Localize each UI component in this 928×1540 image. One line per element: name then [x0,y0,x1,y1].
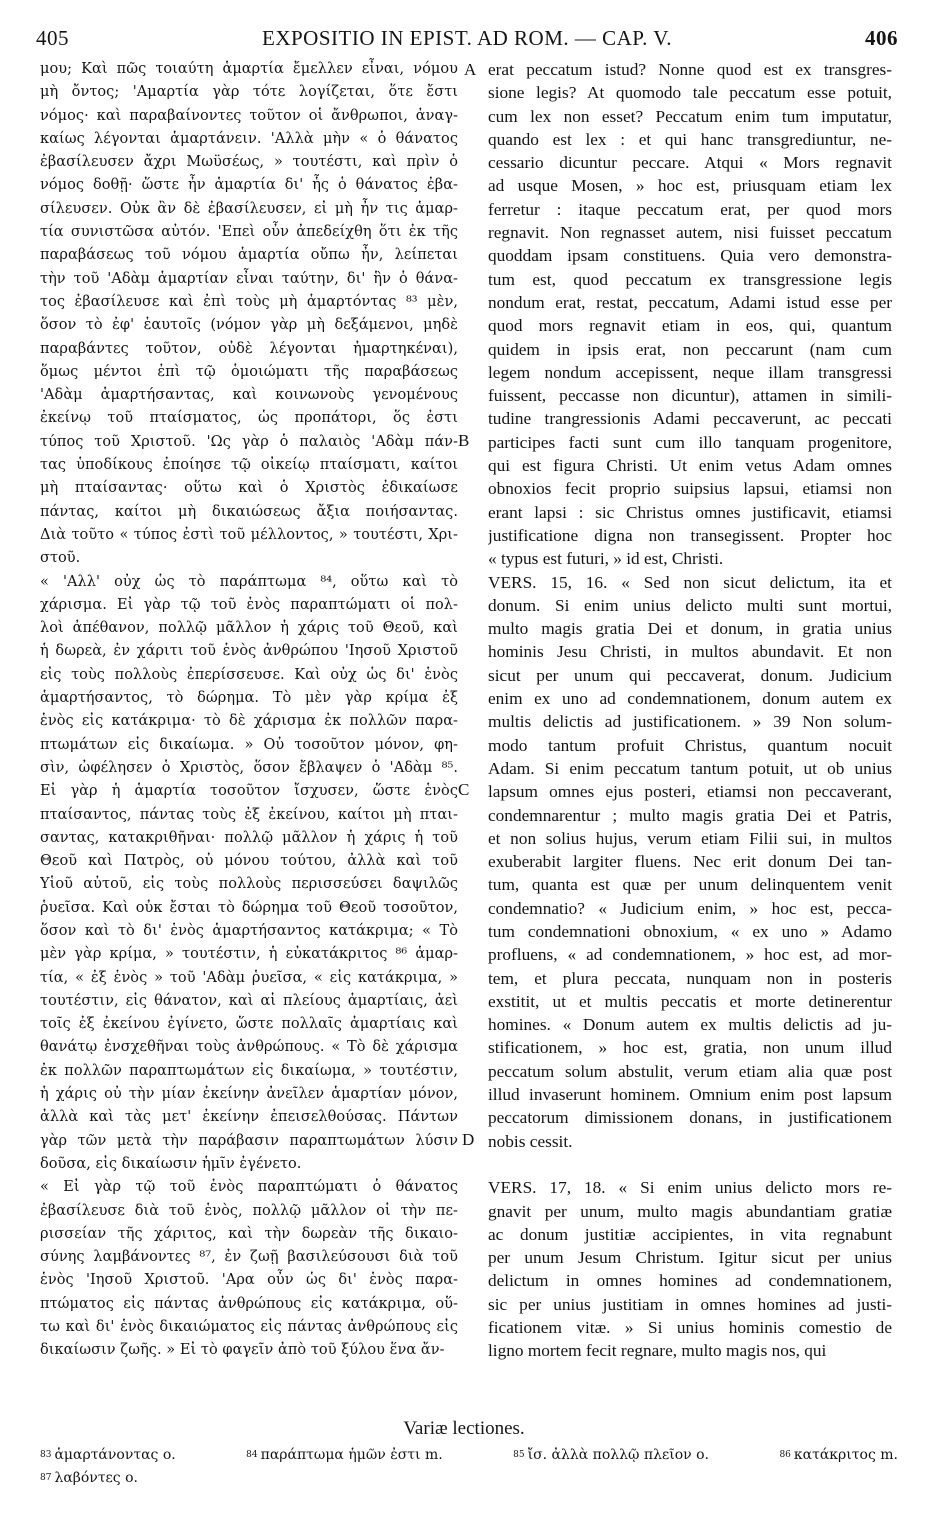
text-line: legem nondum accepissent, neque illam transgressi [488,362,892,382]
text-line: profluens, « ad condemnationem, » hoc est, ad mor- [488,945,892,965]
text-line: ρισσείαν τῆς χάριτος, καὶ τὴν δωρεὰν τῆς δικαιο- [40,1225,458,1242]
text-line: « 'Αλλ' οὐχ ὡς τὸ παράπτωμα ⁸⁴, οὕτω καὶ τὸ [40,573,458,590]
text-line: stificationem, » hoc est, gratia, non unum illud [488,1038,892,1058]
text-line: πταίσαντος, πάντας τοὺς ἐξ ἐκείνου, καίτοι μὴ πται- [40,806,458,823]
text-line: τουτέστιν, εἰς θάνατον, καὶ αἱ πλείους ἁμαρτίαις, ἀεὶ [40,992,458,1009]
text-line: delictum in omnes homines ad condemnationem, [488,1271,892,1291]
text-line: σύνης λαμβάνοντες ⁸⁷, ἐν ζωῇ βασιλεύσουσι διὰ τοῦ [40,1249,458,1266]
text-line: σαντας, κατακριθῆναι· πολλῷ μᾶλλον ἡ χάρις ἡ τοῦ [40,829,458,846]
text-line: ῥυεῖσα. Καὶ οὐκ ἔσται τὸ δώρημα τοῦ Θεοῦ τοσοῦτον, [40,899,458,916]
text-line: νόμος· καὶ παραβαίνοντες τοῦτον οἱ ἄνθρωποι, ἀναγ- [40,107,458,124]
text-line: enim ex uno ad condemnationem, donum autem ex [488,689,892,709]
footnote-87: $^{87}$ λαβόντες ο. [40,1470,138,1486]
text-line: qui est figura Christi. Ut enim vetus Adam omnes [488,456,892,476]
text-line: τία, « ἐξ ἑνὸς » τοῦ 'Αδὰμ ῥυεῖσα, « εἰς κατάκριμα, » [40,969,458,986]
footnotes [40,1444,898,1490]
latin-column [488,58,892,1363]
text-line: μὲν γὰρ κρίμα, » τουτέστιν, ἡ εὐκατάκριτος ⁸⁶ ἁμαρ- [40,946,458,963]
text-line: τύπος τοῦ Χριστοῦ. 'Ως γὰρ ὁ παλαιὸς 'Αδὰμ πάν- [40,433,458,450]
footnote-85: $^{85}$ ἴσ. ἀλλὰ πολλῷ πλεῖον ο. [513,1447,709,1463]
text-line: modo tantum profuit Christus, quantum nocuit [488,735,892,755]
text-line: ὅσον τὸ ἐφ' ἑαυτοῖς (νόμον γὰρ μὴ δεξάμενοι, μηδὲ [40,317,458,334]
text-line: gnavit per unum, multo magis abundantiam gratiæ [488,1201,892,1221]
text-line: πτώματος εἰς πάντας ἀνθρώπους εἰς κατάκριμα, οὕ- [40,1295,458,1312]
text-line: erat peccatum istud? Nonne quod est ex transgres- [488,60,892,79]
text-line: quidem in ipsis erat, non peccarunt (nam cum [488,339,892,359]
text-line: tudine trangressionis Adami peccaverunt, ac peccati [488,409,892,429]
text-line: quod mors regnavit etiam in eos, qui, quantum [488,316,892,336]
text-line: γὰρ τῶν μετὰ τὴν παράβασιν παραπτωμάτων λύσιν [40,1132,458,1149]
text-line: lapsum omnes ejus posteri, etiamsi non peccaverant, [488,782,892,802]
text-line: ἐκείνῳ τοῦ πταίσματος, ὡς προπάτορι, ὅς ἐστι [40,410,458,427]
margin-marker-a: A [464,60,477,79]
text-line: εἰς τοὺς πολλοὺς ἐπερίσσευσε. Καὶ οὐχ ὡς δι' ἑνὸς [40,666,458,683]
text-line: σὶν, ὠφέλησεν ὁ Χριστὸς, ὅσον ἔβλαψεν ὁ 'Αδὰμ ⁸⁵. [40,759,458,776]
text-line: « typus est futuri, » id est, Christi. [488,549,724,569]
text-line: ἐβασίλευσεν ἄχρι Μωϋσέως, » τουτέστι, καὶ πρὶν ὁ [40,154,458,171]
greek-column [40,58,458,1363]
text-line: δικαίωσιν ζωῆς. » Εἰ τὸ φαγεῖν ἀπὸ τοῦ ξύλου ἕνα ἄν- [40,1342,445,1359]
text-line: ad usque Mosen, » hoc est, priusquam etiam lex [488,176,892,196]
text-line: multis delictis ad justificationem. » 39 Non solum- [488,712,892,732]
text-line: peccatum solum abstulit, verum etiam alia quæ post [488,1061,892,1081]
page-header [36,16,898,54]
text-line: ἡ δωρεὰ, ἐν χάριτι τοῦ ἑνὸς ἀνθρώπου 'Ιησοῦ Χριστοῦ [40,643,458,660]
text-line: θανάτῳ ἐνσχεθῆναι τοὺς ἀνθρώπους. « Τὸ δὲ χάρισμα [40,1039,458,1056]
text-line: participes facti sunt cum illo tanquam progenitore, [488,432,892,452]
text-line: 'Αδὰμ ἁμαρτήσαντας, καὶ κοινωνοὺς γενομένους [40,387,458,404]
text-line: ἑνὸς 'Ιησοῦ Χριστοῦ. 'Αρα οὖν ὡς δι' ἑνὸς παρα- [40,1272,458,1289]
text-line: νόμος δοθῇ· ὥστε ἦν ἁμαρτία δι' ἧς ὁ θάνατος ἐβα- [40,177,458,194]
text-line: μὴ ὄντος; 'Αμαρτία γὰρ τότε λογίζεται, ὅτε ἔστι [40,84,458,101]
text-line: πτωμάτων εἰς δικαίωμα. » Οὐ τοσοῦτον μόνον, φη- [40,736,458,753]
text-line: παραβάντες τοῦτον, οὐδὲ λέγονται ἡμαρτηκέναι), [40,340,458,357]
text-line: obnoxios fecit proprio suipsius lapsui, etiamsi non [488,479,892,499]
text-line: στοῦ. [40,550,81,567]
text-line: quando est lex : et qui hanc transgrediuntur, ne- [488,129,892,149]
text-line: ὅμως μέντοι ἐπὶ τῷ ὁμοιώματι τῆς παραβάσεως [40,363,458,380]
margin-marker-b: B [458,431,470,450]
text-line: χάρισμα. Εἰ γὰρ τῷ τοῦ ἑνὸς παραπτώματι οἱ πολ- [40,596,458,613]
text-line: καίως λέγονται ἁμαρτάνειν. 'Αλλὰ μὴν « ὁ θάνατος [40,130,458,147]
footnote-83: $^{83}$ ἁμαρτάνοντας ο. [40,1447,176,1463]
text-line: regnavit. Non regnasset autem, nisi fuisset peccatum [488,223,892,243]
text-line: μὴ πταίσαντας· οὕτω καὶ ὁ Χριστὸς ἐδικαίωσε [40,480,458,497]
text-line: multo magis gratia Dei et donum, in gratia unius [488,619,892,639]
text-line: condemnatio? « Judicium enim, » hoc est, pecca- [488,898,892,918]
margin-marker-c: C [458,780,470,799]
variae-lectiones-title: Variæ lectiones. [403,1418,525,1439]
text-line: cum lex non esset? Peccatum enim tum imputatur, [488,106,892,126]
text-line: homines. « Donum autem ex multis delictis ad ju- [488,1015,892,1035]
text-line: τία συνιστῶσα αὐτόν. 'Επεὶ οὖν ἀπεδείχθη ὅτι ἐκ τῆς [40,224,458,241]
margin-marker-d: D [462,1130,475,1149]
text-line: πάντας, καίτοι μὴ δικαιώσεως ἄξια ποιήσαντας. [40,503,458,520]
text-line: sione legis? At quomodo tale peccatum esse potuit, [488,83,892,103]
text-line: τοῖς ἐξ ἐκείνου ἐγίνετο, ὥστε πολλαῖς ἁμαρτίαις καὶ [40,1016,458,1033]
footnote-84: $^{84}$ παράπτωμα ἡμῶν ἐστι m. [246,1447,443,1463]
text-line: ἡ χάρις οὐ τὴν μίαν ἐκείνην ἀνεῖλεν ἁμαρτίαν μόνον, [40,1086,458,1103]
text-line: exstitit, ut et multis peccatis et morte detinerentur [488,991,892,1011]
text-line: τὴν τοῦ 'Αδὰμ ἁμαρτίαν εἶναι ταύτην, δι' ἣν ὁ θάνα- [40,270,458,287]
text-line: μου; Καὶ πῶς τοιαύτη ἁμαρτία ἔμελλεν εἶναι, νόμου [40,61,458,77]
text-line: quoddam ipsam constituens. Quia vero demonstra- [488,246,892,266]
text-line: donum. Si enim unius delicto multi sunt mortui, [488,595,892,615]
text-line: « Εἰ γὰρ τῷ τοῦ ἑνὸς παραπτώματι ὁ θάνατος [40,1179,458,1196]
text-line: condemnarentur ; multo magis gratia Dei et Patris, [488,805,892,825]
page-number-right: 406 [865,26,898,50]
text-line: ligno mortem fecit regnare, multo magis nos, qui [488,1341,827,1361]
text-line: illud invaserunt hominem. Omnium enim post lapsum [488,1085,892,1105]
footnote-86: $^{86}$ κατάκριτος m. [779,1447,898,1463]
text-line: VERS. 17, 18. « Si enim unius delicto mors re- [488,1178,892,1198]
text-line: σίλευσεν. Οὐκ ἂν δὲ ἐβασίλευσεν, εἰ μὴ ἦν τις ἁμαρ- [40,200,458,217]
text-line: VERS. 15, 16. « Sed non sicut delictum, ita et [488,572,892,592]
text-line: exuberabit largiter fluens. Nec erit donum Dei tan- [488,852,892,872]
text-line: et non solius hujus, verum etiam Filii sui, in multos [488,828,892,848]
text-line: hominis Jesu Christi, in multos abundavit. Et non [488,642,892,662]
text-line: tum condemnationi obnoxium, « ex uno » Adamo [488,921,892,941]
text-line: nobis cessit. [488,1131,573,1151]
text-line: nondum erat, restat, peccatum, Adami istud esse per [488,292,892,312]
text-line: Θεοῦ καὶ Πατρὸς, οὐ μόνου τούτου, ἀλλὰ καὶ τοῦ [40,853,458,870]
text-line: τος ἐβασίλευσε καὶ ἐπὶ τοὺς μὴ ἁμαρτόντας ⁸³ μὲν, [40,293,458,310]
text-line: Υἱοῦ αὐτοῦ, εἰς τοὺς πολλοὺς περισσεύσει δαψιλῶς [40,876,458,893]
text-line: Adam. Si enim peccatum tantum potuit, ut ob unius [488,758,892,778]
text-line: Εἰ γὰρ ἡ ἁμαρτία τοσοῦτον ἴσχυσεν, ὥστε ἑνὸς [40,783,458,800]
text-line: Διὰ τοῦτο « τύπος ἐστὶ τοῦ μέλλοντος, » τουτέστι, Χρι- [40,526,458,543]
running-title: EXPOSITIO IN EPIST. AD ROM. — CAP. V. [262,26,672,50]
text-line: ac donum justitiæ accipientes, in vita regnabunt [488,1224,892,1244]
text-line: δοῦσα, εἰς δικαίωσιν ἡμῖν ἐγένετο. [40,1155,302,1172]
text-line: fuissent, peccasse non dicuntur), attamen in simili- [488,386,892,406]
text-line: ἐβασίλευσε διὰ τοῦ ἑνὸς, πολλῷ μᾶλλον οἱ τὴν πε- [40,1202,458,1219]
text-line: παραβάσεως τοῦ νόμου ἁμαρτία οὔπω ἦν, λείπεται [40,247,458,264]
text-line: cessario dicuntur peccare. Atqui « Mors regnavit [488,153,892,173]
text-line: λοὶ ἀπέθανον, πολλῷ μᾶλλον ἡ χάρις τοῦ Θεοῦ, καὶ [40,620,458,637]
text-line: ἐκ πολλῶν παραπτωμάτων εἰς δικαίωμα, » τουτέστιν, [40,1062,458,1079]
text-line [488,1153,892,1176]
text-line: ἑνὸς εἰς κατάκριμα· τὸ δὲ χάρισμα ἐκ πολλῶν παρα- [40,713,458,730]
text-line: ficationem vitæ. » Si unius hominis comestio de [488,1318,892,1338]
text-line: sic per unius justitiam in omnes homines ad justi- [488,1294,892,1314]
text-line: justificatione digna non transegissent. Propter hoc [488,525,892,545]
text-line: per unum Jesum Christum. Igitur sicut per unius [488,1248,892,1268]
text-line: ὅσον καὶ τὸ δι' ἑνὸς ἁμαρτήσαντος κατάκριμα; « Τὸ [40,922,458,939]
text-line: peccatorum dimissionem donans, in justificationem [488,1108,892,1128]
text-line: τω καὶ δι' ἑνὸς δικαιώματος εἰς πάντας ἀνθρώπους εἰς [40,1319,458,1336]
text-line: tum, quanta est quæ per unum delinquentem venit [488,875,892,895]
text-line: ἀλλὰ καὶ τὰς μετ' ἐκείνην ἐπεισελθούσας. Πάντων [40,1109,458,1126]
text-line: ἁμαρτήσαντος, τὸ δώρημα. Τὸ μὲν γὰρ κρίμα ἐξ [40,690,458,707]
text-line: sicut per unum qui peccaverat, donum. Judicium [488,665,892,685]
text-line: ferretur : itaque peccatum erat, per quod mors [488,199,892,219]
text-line: erant lapsi : sic Christus omnes justificavit, etiamsi [488,502,892,522]
text-line: tum est, quod peccatum ex transgressione legis [488,269,892,289]
text-line: tem, et plura peccata, nunquam non in posteris [488,968,892,988]
text-line: τας ὑποδίκους ἐποίησε τῷ οἰκείῳ πταίσματι, καίτοι [40,457,458,474]
page-number-left: 405 [36,26,69,50]
